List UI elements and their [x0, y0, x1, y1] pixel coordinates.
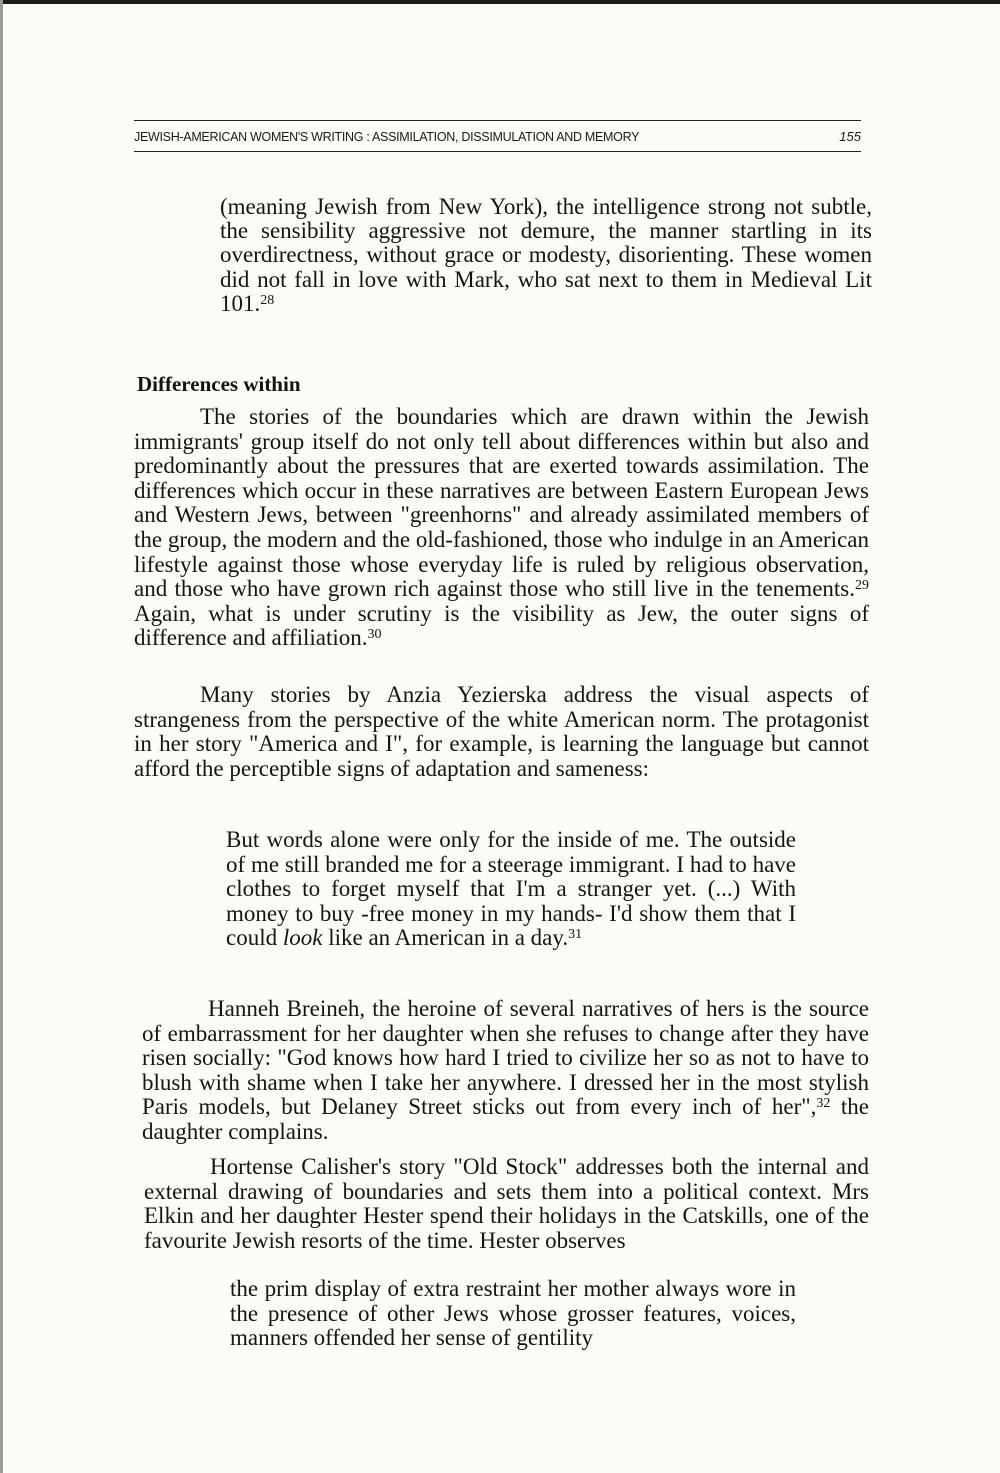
block-quote-1: [220, 195, 872, 316]
block-quote-3: [230, 1277, 796, 1351]
footnote-ref-28: 28: [260, 292, 275, 308]
paragraph-1: [134, 405, 869, 651]
block-quote-2: [226, 828, 796, 951]
scan-top-edge: [0, 0, 1000, 4]
page-header: [134, 120, 861, 152]
footnote-ref-29: 29: [855, 578, 869, 594]
block-quote-3-text: the prim display of extra restraint her mother always wore in the presence of other Jews whose grosser features, voices, manners offended her sense of gentility: [230, 1276, 796, 1351]
section-heading: Differences within: [137, 372, 301, 396]
paragraph-3-text-b: the daughter complains.: [142, 1094, 869, 1144]
paragraph-2: [134, 683, 869, 781]
scan-left-edge: [0, 0, 3, 1473]
paragraph-4: [144, 1155, 869, 1253]
paragraph-3-text-a: Hanneh Breineh, the heroine of several narratives of hers is the source of embarrassment for her daughter when she refuses to change after they have risen socially: "God knows how hard I tried to civilize her so as not to have to blush with shame when I take her anywhere. I dressed her in the most stylish Paris models, but Delaney Street sticks out from every inch of her",: [142, 996, 869, 1120]
footnote-ref-31: 31: [568, 927, 583, 943]
paragraph-1-text-b: Again, what is under scrutiny is the visibility as Jew, the outer signs of difference and affiliation.: [134, 600, 869, 651]
running-head: JEWISH-AMERICAN WOMEN'S WRITING : ASSIMILATION, DISSIMULATION AND MEMORY: [134, 130, 640, 144]
footnote-ref-30: 30: [367, 627, 382, 643]
block-quote-2-text-b: like an American in a day.: [322, 925, 569, 951]
page-number: 155: [839, 129, 861, 144]
block-quote-2-text-a: But words alone were only for the inside of me. The outside of me still branded me for a steerage immigrant. I had to have clothes to forget myself that I'm a stranger yet. (...) With money to buy -free money in my hands- I'd show them that I could: [226, 827, 796, 951]
paragraph-1-text-a: The stories of the boundaries which are drawn within the Jewish immigrants' group itself do not only tell about differences within but also and predominantly about the pressures that are exerted towards assimilation. The differences which occur in these narratives are between Eastern European Jews and Western Jews, between "greenhorns" and already assimilated members of the group, the modern and the old-fashioned, those who indulge in an American lifestyle against those whose everyday life is ruled by religious observation, and those who have grown rich against those who still live in the tenements.: [134, 404, 869, 602]
block-quote-1-text: (meaning Jewish from New York), the intelligence strong not subtle, the sensibility aggressive not demure, the manner startling in its overdirectness, without grace or modesty, disorienting. These women did not fall in love with Mark, who sat next to them in Medieval Lit 101.: [220, 194, 872, 316]
footnote-ref-32: 32: [816, 1096, 831, 1112]
paragraph-2-text: Many stories by Anzia Yezierska address the visual aspects of strangeness from the perspective of the white American norm. The protagonist in her story "America and I", for example, is learning the language but cannot afford the perceptible signs of adaptation and sameness:: [134, 682, 869, 781]
block-quote-2-emphasis: look: [282, 925, 323, 951]
paragraph-4-text: Hortense Calisher's story "Old Stock" addresses both the internal and external drawing of boundaries and sets them into a political context. Mrs Elkin and her daughter Hester spend their holidays in the Catskills, one of the favourite Jewish resorts of the time. Hester observes: [144, 1154, 869, 1253]
paragraph-3: [142, 997, 869, 1145]
